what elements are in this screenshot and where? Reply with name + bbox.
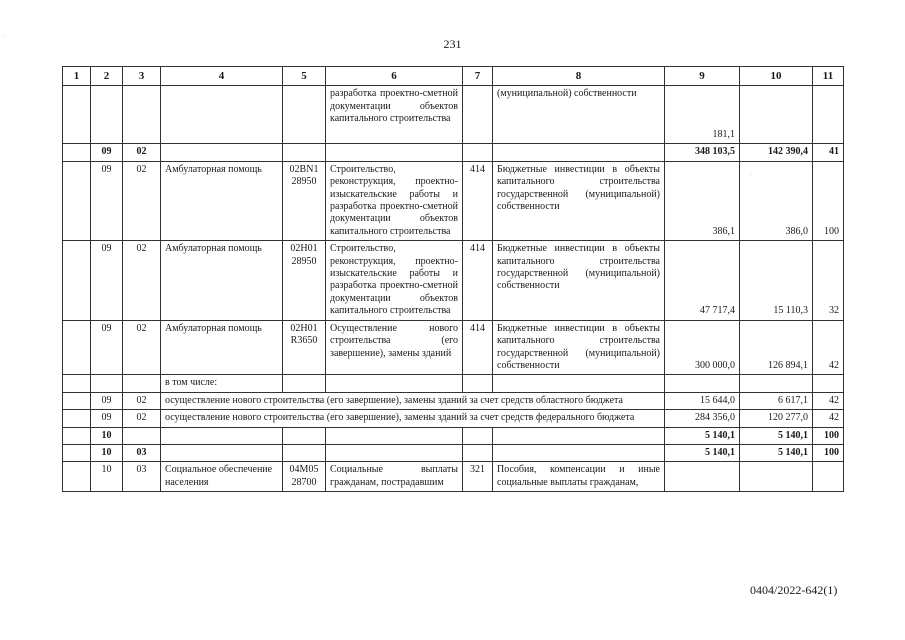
percent-executed: 100 [813,427,844,444]
cell [63,241,91,320]
subsection-name: Социальное обеспечение населения [161,462,283,492]
cell [63,444,91,461]
budget-table [62,66,844,492]
cell [326,144,463,161]
cell [283,375,326,392]
cell [63,320,91,375]
scan-speck: · [4,33,6,39]
cell [463,444,493,461]
table-row [63,427,844,444]
cell [63,375,91,392]
planned-amount: 181,1 [665,86,740,144]
funding-source-description: осуществление нового строительства (его завершение), замены зданий за счет средств федерального бюджета [161,410,665,427]
cell [63,144,91,161]
cell [740,375,813,392]
percent-executed: 100 [813,444,844,461]
actual-amount: 120 277,0 [740,410,813,427]
cell [493,444,665,461]
planned-amount: 284 356,0 [665,410,740,427]
header-cell: 4 [161,67,283,86]
section-code: 10 [91,462,123,492]
subsection-code: 02 [123,161,161,240]
cell [161,444,283,461]
subsection-code: 02 [123,320,161,375]
planned-amount: 386,1 [665,161,740,240]
subsection-code: 02 [123,410,161,427]
expense-type: (муниципальной) собственности [493,86,665,144]
expense-description: Строительство, реконструкция, проектно-изыскательские работы и разработка проектно-сметной документации объектов капитального строительства [326,241,463,320]
header-cell: 1 [63,67,91,86]
cell [123,375,161,392]
expense-type: Пособия, компенсации и иные социальные выплаты гражданам, [493,462,665,492]
expense-type: Бюджетные инвестиции в объекты капитального строительства государственной (муниципальной) собственности [493,320,665,375]
actual-amount: 15 110,3 [740,241,813,320]
cell [740,462,813,492]
cell [463,427,493,444]
cell [283,444,326,461]
subsection-code: 02 [123,392,161,409]
table-row [63,392,844,409]
percent-executed: 41 [813,144,844,161]
section-code: 09 [91,320,123,375]
table-row [63,375,844,392]
cell [463,144,493,161]
cell [493,144,665,161]
section-code: 09 [91,410,123,427]
header-cell: 7 [463,67,493,86]
header-cell: 3 [123,67,161,86]
table-row [63,320,844,375]
document-code: 0404/2022-642(1) [750,583,838,597]
actual-amount: 5 140,1 [740,444,813,461]
expense-type-code: 414 [463,241,493,320]
table-row [63,444,844,461]
cell [63,427,91,444]
expense-description: разработка проектно-сметной документации объектов капитального строительства [326,86,463,144]
cell [91,375,123,392]
header-cell: 2 [91,67,123,86]
cell [326,375,463,392]
subsection-code: 02 [123,241,161,320]
table-row [63,462,844,492]
expense-type: Бюджетные инвестиции в объекты капитального строительства государственной (муниципальной) собственности [493,241,665,320]
expense-description: Строительство, реконструкция, проектно-изыскательские работы и разработка проектно-сметной документации объектов капитального строительства [326,161,463,240]
cell [463,375,493,392]
cell [283,427,326,444]
cell [63,161,91,240]
subsection-name: Амбулаторная помощь [161,241,283,320]
header-cell: 10 [740,67,813,86]
cell [740,86,813,144]
header-cell: 8 [493,67,665,86]
planned-amount: 5 140,1 [665,427,740,444]
percent-executed: 42 [813,320,844,375]
cell [665,375,740,392]
cell [813,462,844,492]
cell [813,375,844,392]
target-article-code: 02BN1 28950 [283,161,326,240]
planned-amount: 300 000,0 [665,320,740,375]
cell [63,86,91,144]
percent-executed: 42 [813,410,844,427]
page-number: 231 [443,37,462,51]
target-article-code: 02Н01 R3650 [283,320,326,375]
cell [326,444,463,461]
funding-source-description: осуществление нового строительства (его завершение), замены зданий за счет средств областного бюджета [161,392,665,409]
expense-description: Социальные выплаты гражданам, пострадавшим [326,462,463,492]
table-row [63,144,844,161]
expense-type-code: 321 [463,462,493,492]
cell [493,375,665,392]
header-cell: 9 [665,67,740,86]
cell [91,86,123,144]
cell [283,86,326,144]
table-row [63,410,844,427]
section-code: 09 [91,161,123,240]
expense-type-code: 414 [463,161,493,240]
percent-executed: 32 [813,241,844,320]
planned-amount: 47 717,4 [665,241,740,320]
actual-amount: 5 140,1 [740,427,813,444]
cell [463,86,493,144]
cell [813,86,844,144]
header-cell: 6 [326,67,463,86]
actual-amount: 126 894,1 [740,320,813,375]
actual-amount: 142 390,4 [740,144,813,161]
percent-executed: 42 [813,392,844,409]
cell [161,427,283,444]
section-code: 09 [91,241,123,320]
header-cell: 11 [813,67,844,86]
subsection-code: 02 [123,144,161,161]
table-row [63,86,844,144]
cell [123,86,161,144]
cell [283,144,326,161]
section-code: 09 [91,392,123,409]
planned-amount: 348 103,5 [665,144,740,161]
cell [63,462,91,492]
cell [493,427,665,444]
target-article-code: 04М05 28700 [283,462,326,492]
cell [161,86,283,144]
table-row [63,241,844,320]
subsection-name: Амбулаторная помощь [161,161,283,240]
including-label: в том числе: [161,375,283,392]
table-row [63,161,844,240]
cell [161,144,283,161]
percent-executed: 100 [813,161,844,240]
planned-amount: 15 644,0 [665,392,740,409]
section-code: 10 [91,444,123,461]
expense-type: Бюджетные инвестиции в объекты капитального строительства государственной (муниципальной) собственности [493,161,665,240]
section-code: 10 [91,427,123,444]
cell [63,410,91,427]
cell [123,427,161,444]
actual-amount: 386,0 [740,161,813,240]
scan-speck: · [750,172,752,178]
section-code: 09 [91,144,123,161]
cell [63,392,91,409]
planned-amount: 5 140,1 [665,444,740,461]
header-cell: 5 [283,67,326,86]
expense-type-code: 414 [463,320,493,375]
table-header-row [63,67,844,86]
target-article-code: 02Н01 28950 [283,241,326,320]
subsection-code: 03 [123,462,161,492]
subsection-code: 03 [123,444,161,461]
actual-amount: 6 617,1 [740,392,813,409]
expense-description: Осуществление нового строительства (его завершение), замены зданий [326,320,463,375]
cell [665,462,740,492]
cell [326,427,463,444]
subsection-name: Амбулаторная помощь [161,320,283,375]
